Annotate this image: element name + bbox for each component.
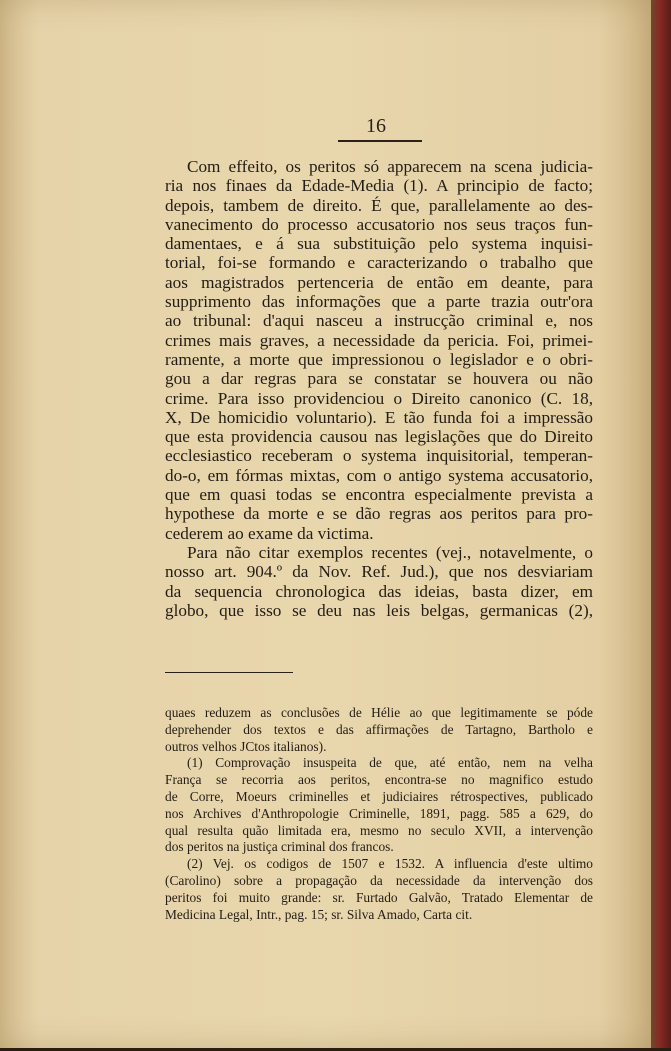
body-line: damentaes, e á sua substituição pelo systema inquisi- <box>165 234 593 254</box>
body-line: que em quasi todas se encontra especialmente prevista a <box>165 485 593 505</box>
body-line: ramente, a morte que impressionou o legislador e o obri- <box>165 349 593 369</box>
body-line: da sequencia chronologica das ideias, basta dizer, em <box>165 581 593 601</box>
body-text <box>165 157 593 620</box>
footnote-line: (2) Vej. os codigos de 1507 e 1532. A influencia d'este ultimo <box>187 856 593 872</box>
body-line: crime. Para isso providenciou o Direito canonico (C. 18, <box>165 388 593 408</box>
book-binding <box>651 0 671 1051</box>
footnote-line: (Carolino) sobre a propagação da necessidade da intervenção dos <box>165 872 593 888</box>
footnote-line: França se recorria aos peritos, encontra-se no magnifico estudo <box>165 772 593 788</box>
body-line: aos magistrados pertenceria de então em deante, para <box>165 272 593 292</box>
body-line: Com effeito, os peritos só apparecem na scena judicia- <box>187 157 593 176</box>
body-line: gou a dar regras para se constatar se houvera ou não <box>165 369 593 389</box>
body-line: torial, foi-se formando e caracterizando o trabalho que <box>165 253 593 273</box>
footnote-line: qual resulta quão limitada era, mesmo no seculo XVII, a intervenção <box>165 822 593 838</box>
body-line: ecclesiastico receberam o systema inquisitorial, temperan- <box>165 446 593 466</box>
footnote-line: outros velhos JCtos italianos). <box>165 738 327 754</box>
body-line: Para não citar exemplos recentes (vej., notavelmente, o <box>187 542 593 562</box>
body-line: globo, que isso se deu nas leis belgas, germanicas (2), <box>165 600 593 620</box>
body-line: que esta providencia causou nas legislações que do Direito <box>165 427 593 447</box>
footnote-line: Medicina Legal, Intr., pag. 15; sr. Silva Amado, Carta cit. <box>165 906 473 922</box>
footnotes <box>165 705 593 923</box>
footnote-line: dos peritos na justiça criminal dos francos. <box>165 839 394 855</box>
body-line: X, De homicidio voluntario). E tão funda foi a impressão <box>165 407 593 427</box>
body-line: supprimento das informações que a parte trazia outr'ora <box>165 292 593 312</box>
body-line: do-o, em fórmas mixtas, com o antigo systema accusatorio, <box>165 465 593 485</box>
footnote-line: deprehender dos textos e das affirmações de Tartagno, Bartholo e <box>165 721 593 737</box>
footnote-line: quaes reduzem as conclusões de Hélie ao que legitimamente se póde <box>165 705 593 720</box>
footnote-line: de Corre, Moeurs criminelles et judiciaires rétrospectives, publicado <box>165 788 593 804</box>
body-line: ao tribunal: d'aqui nasceu a instrucção criminal e, nos <box>165 311 593 331</box>
footnote-line: peritos foi muito grande: sr. Furtado Galvão, Tratado Elementar de <box>165 889 593 905</box>
page-number: 16 <box>366 115 386 137</box>
footnote-line: nos Archives d'Anthropologie Criminelle, 1891, pagg. 585 a 629, do <box>165 805 593 821</box>
body-line: hypothese da morte e se dão regras aos peritos para pro- <box>165 504 593 524</box>
body-line: vanecimento do processo accusatorio nos seus traços fun- <box>165 214 593 234</box>
footnote-line: (1) Comprovação insuspeita de que, até então, nem na velha <box>187 755 593 771</box>
body-line: depois, tambem de direito. É que, parallelamente ao des- <box>165 195 593 215</box>
body-line: nosso art. 904.º da Nov. Ref. Jud.), que nos desviariam <box>165 562 593 582</box>
body-line: cederem ao exame da victima. <box>165 523 374 543</box>
page-number-rule <box>338 140 422 142</box>
body-line: ria nos finaes da Edade-Media (1). A principio de facto; <box>165 176 593 196</box>
body-line: crimes mais graves, a necessidade da pericia. Foi, primei- <box>165 330 593 350</box>
footnote-separator <box>165 672 293 673</box>
